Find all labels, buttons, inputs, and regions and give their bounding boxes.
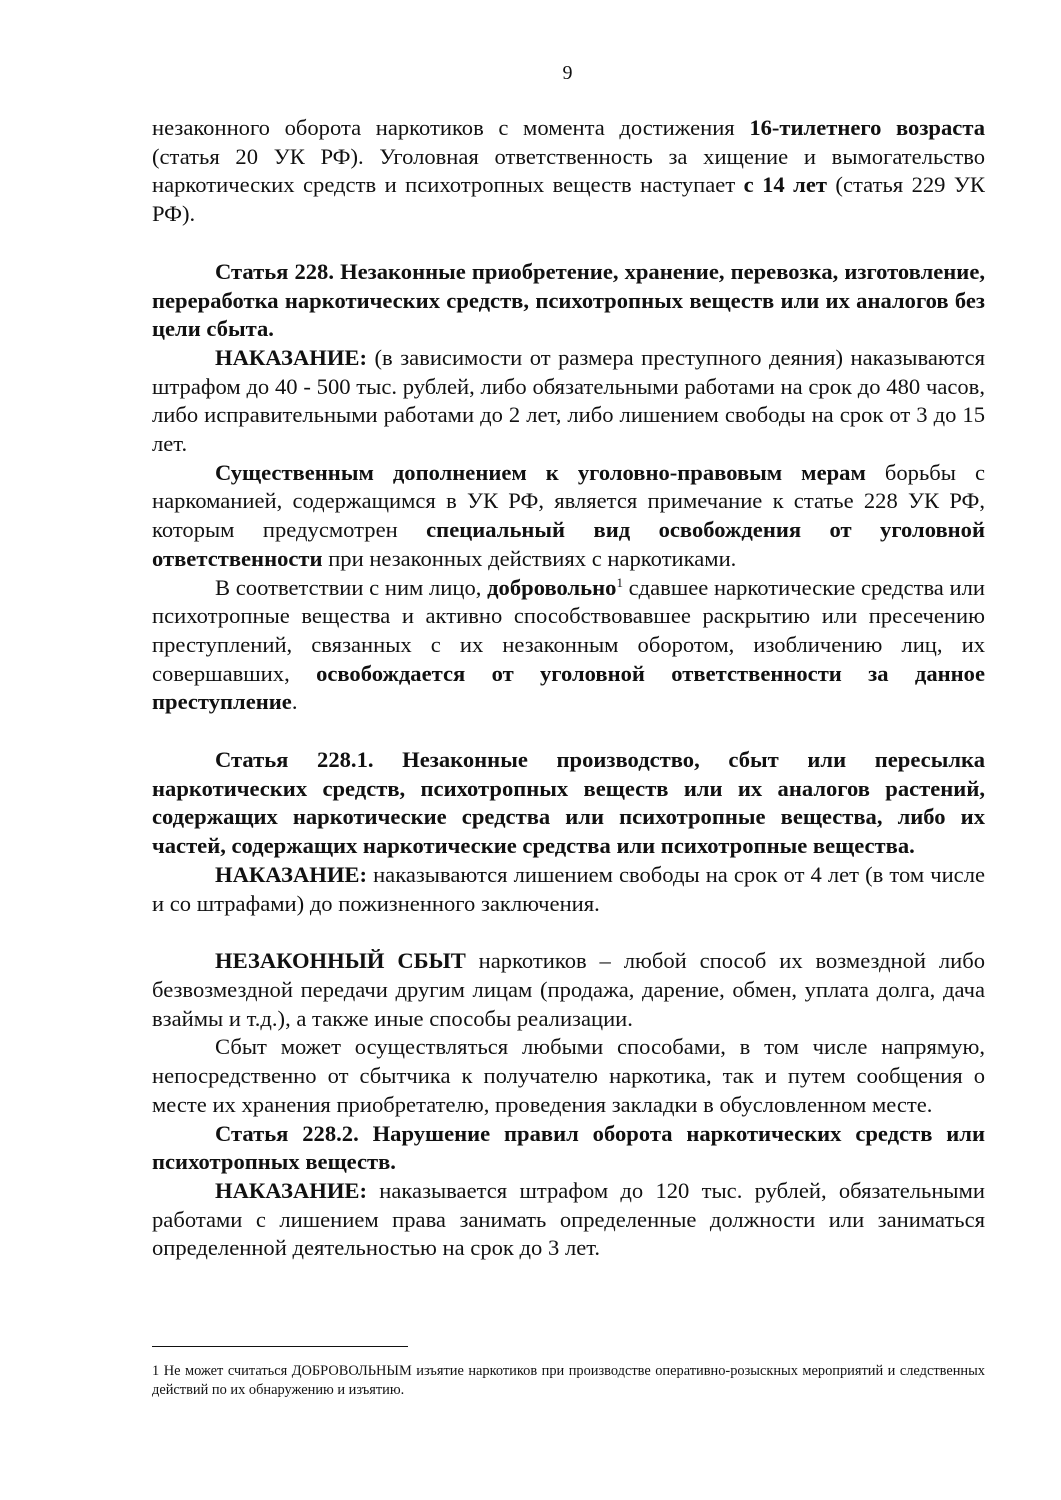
penalty-text: (в зависимости от размера преступного деяния) наказываются штрафом до 40 - 500 тыс. рублей, либо обязательными работами на срок до 480 часов, либо исправительными работами до 2 лет, либо лишением свободы на срок от 3 до 15 лет. [152,344,985,457]
article-228-1-heading: Статья 228.1. Незаконные производство, сбыт или пересылка наркотических средств, психотропных веществ или их аналогов растений, содержащих наркотические средства или психотропные вещества, либо их частей, содержащих наркотические средства или психотропные вещества. [152,747,985,859]
illegal-sale-label: НЕЗАКОННЫЙ СБЫТ [215,948,466,974]
text-run: сдавшее наркотические средства или психотропные вещества и активно способствовавшее раскрытию или пресечению преступлений, связанных с их незаконным оборотом, изобличению лиц, их совершавших, [152,574,985,686]
penalty-text: наказывается штрафом до 120 тыс. рублей, обязательными работами с лишением права занимать определенные должности или заниматься определенной деятельностью на срок до 3 лет. [152,1177,985,1261]
text-run: (статья 229 УК РФ). [152,172,985,227]
article-228-2-heading: Статья 228.2. Нарушение правил оборота наркотических средств или психотропных веществ. [152,1120,985,1175]
penalty-label: НАКАЗАНИЕ: [215,1177,368,1203]
text-run: . [291,689,298,715]
text-run: (статья 20 УК РФ). Уголовная ответственность за хищение и вымогательство наркотических средств и психотропных веществ наступает [152,143,985,198]
illegal-sale-definition [152,947,985,1033]
penalty-label: НАКАЗАНИЕ: [215,344,368,370]
bold-age-16: 16-тилетнего возраста [749,115,985,140]
penalty-text: наказываются лишением свободы на срок от 4 лет (в том числе и со штрафами) до пожизненного заключения. [152,861,985,916]
footnote [152,1362,985,1400]
text-run: наркотиков – любой способ их возмездной либо безвозмездной передачи другим лицам (продажа, дарение, обмен, уплата долга, дача взаймы и т.д.), а также иные способы реализации. [152,948,985,1031]
footnote-text: Не может считаться ДОБРОВОЛЬНЫМ изъятие наркотиков при производстве оперативно-розыскных мероприятий и следственных действий по их обнаружению и изъятию. [152,1363,985,1398]
sale-methods-paragraph: Сбыт может осуществляться любыми способами, в том числе напрямую, непосредственно от сбытчика к получателю наркотика, так и путем сообщения о месте их хранения приобретателю, проведения закладки в обусловленном месте. [152,1034,985,1117]
footnote-marker: 1 [152,1363,160,1379]
article-228-addition [152,459,985,574]
penalty-label: НАКАЗАНИЕ: [215,861,368,887]
bold-phrase: Существенным дополнением к уголовно-правовым мерам [215,459,866,485]
bold-voluntarily: добровольно [487,574,617,600]
text-run: В соответствии с ним лицо, [215,574,488,600]
bold-phrase: освобождается от уголовной ответственности за данное преступление [152,660,985,715]
article-228-accordance [152,574,985,718]
article-228-penalty [152,344,985,459]
bold-age-14: с 14 лет [743,172,827,198]
page-body [152,114,985,1263]
text-run: борьбы с наркоманией, содержащимся в УК РФ, является примечание к статье 228 УК РФ, которым предусмотрен [152,459,985,543]
article-228-heading: Статья 228. Незаконные приобретение, хранение, перевозка, изготовление, переработка наркотических средств, психотропных веществ или их аналогов без цели сбыта. [152,258,985,342]
article-228-2-penalty [152,1177,985,1263]
paragraph-age-liability [152,114,985,229]
page-number: 9 [562,62,573,84]
text-run: при незаконных действиях с наркотиками. [322,545,737,571]
text-run: незаконного оборота наркотиков с момента достижения [152,115,750,140]
footnote-separator [152,1346,408,1347]
article-228-1-penalty [152,861,985,918]
bold-phrase: специальный вид освобождения от уголовной ответственности [152,517,985,571]
footnote-ref: 1 [616,574,623,590]
